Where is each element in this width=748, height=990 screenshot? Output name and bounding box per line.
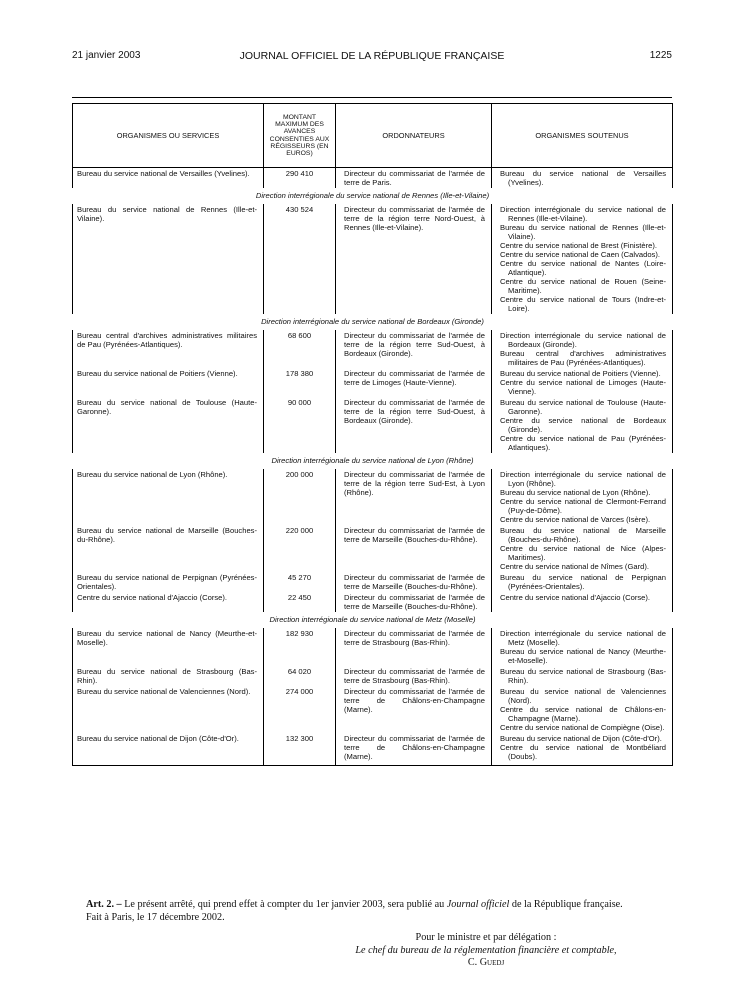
soutenu-item: Direction interrégionale du service national de Metz (Moselle). (500, 629, 666, 647)
soutenu-item: Direction interrégionale du service national de Bordeaux (Gironde). (500, 331, 666, 349)
signature-line-1: Pour le ministre et par délégation : (415, 932, 557, 943)
organisme-cell: Bureau du service national de Perpignan (Pyrénées-Orientales). (73, 572, 264, 592)
ordonnateur-cell: Directeur du commissariat de l'armée de terre de Marseille (Bouches-du-Rhône). (336, 525, 492, 572)
section-heading-row (73, 612, 673, 628)
ordonnateur-cell: Directeur du commissariat de l'armée de terre de Marseille (Bouches-du-Rhône). (336, 572, 492, 592)
soutenus-cell (492, 686, 673, 733)
table-row (73, 733, 673, 766)
ordonnateur-cell: Directeur du commissariat de l'armée de terre de la région terre Nord-Ouest, à Rennes (Ille-et-Vilaine). (336, 204, 492, 314)
soutenus-cell (492, 628, 673, 666)
ordonnateur-cell: Directeur du commissariat de l'armée de terre de la région terre Sud-Ouest, à Bordeaux (Gironde). (336, 330, 492, 368)
soutenu-item: Centre du service national de Montbéliard (Doubs). (500, 743, 666, 761)
soutenu-item: Bureau du service national de Dijon (Côte-d'Or). (500, 734, 662, 743)
organisme-cell: Bureau du service national de Versailles (Yvelines). (73, 168, 264, 189)
ordonnateur-cell: Directeur du commissariat de l'armée de terre de Marseille (Bouches-du-Rhône). (336, 592, 492, 612)
header-journal-title: JOURNAL OFFICIEL DE LA RÉPUBLIQUE FRANÇAISE (239, 50, 505, 62)
header-date: 21 janvier 2003 (72, 50, 141, 61)
table-row (73, 204, 673, 314)
soutenu-item: Bureau du service national de Perpignan (Pyrénées-Orientales). (500, 573, 666, 591)
soutenu-item: Bureau du service national de Nancy (Meurthe-et-Moselle). (500, 647, 666, 665)
header-rule (72, 97, 672, 98)
article-2 (72, 898, 672, 924)
amount-cell: 90 000 (264, 397, 336, 453)
soutenus-cell (492, 397, 673, 453)
soutenus-cell (492, 572, 673, 592)
soutenu-item: Centre du service national de Limoges (Haute-Vienne). (500, 378, 666, 396)
soutenu-item: Bureau du service national de Strasbourg (Bas-Rhin). (500, 667, 666, 685)
table-row (73, 686, 673, 733)
section-title: Direction interrégionale du service national de Metz (Moselle) (269, 615, 476, 624)
table-row (73, 666, 673, 686)
organisme-cell: Bureau du service national de Toulouse (Haute-Garonne). (73, 397, 264, 453)
soutenus-cell (492, 204, 673, 314)
soutenu-item: Centre du service national de Nîmes (Gard). (500, 562, 649, 571)
amount-cell: 64 020 (264, 666, 336, 686)
signature-block (300, 932, 672, 970)
organisme-cell: Bureau du service national de Dijon (Côte-d'Or). (73, 733, 264, 766)
col-header-ordonnateurs: ORDONNATEURS (336, 104, 492, 168)
soutenus-cell (492, 168, 673, 189)
soutenu-item: Bureau du service national de Rennes (Ille-et-Vilaine). (500, 223, 666, 241)
soutenu-item: Centre du service national de Nantes (Loire-Atlantique). (500, 259, 666, 277)
table-row (73, 469, 673, 525)
soutenu-item: Centre du service national de Rouen (Seine-Maritime). (500, 277, 666, 295)
organisme-cell: Bureau du service national de Lyon (Rhône). (73, 469, 264, 525)
organisme-cell: Bureau du service national de Strasbourg (Bas-Rhin). (73, 666, 264, 686)
col-header-montant: MONTANT MAXIMUM DES AVANCES CONSENTIES AUX RÉGISSEURS (EN EUROS) (264, 104, 336, 168)
soutenu-item: Centre du service national de Compiègne (Oise). (500, 723, 665, 732)
amount-cell: 182 930 (264, 628, 336, 666)
soutenus-cell (492, 525, 673, 572)
organisme-cell: Bureau du service national de Rennes (Ille-et-Vilaine). (73, 204, 264, 314)
advances-table (72, 103, 673, 766)
section-title: Direction interrégionale du service national de Lyon (Rhône) (271, 456, 474, 465)
section-heading-row (73, 314, 673, 330)
section-heading-row (73, 188, 673, 204)
section-title: Direction interrégionale du service national de Rennes (Ille-et-Vilaine) (255, 191, 490, 200)
soutenu-item: Centre du service national de Châlons-en-Champagne (Marne). (500, 705, 666, 723)
ordonnateur-cell: Directeur du commissariat de l'armée de terre de Châlons-en-Champagne (Marne). (336, 686, 492, 733)
table-row (73, 525, 673, 572)
soutenu-item: Centre du service national de Nice (Alpes-Maritimes). (500, 544, 666, 562)
soutenu-item: Bureau du service national de Marseille (Bouches-du-Rhône). (500, 526, 666, 544)
page-header (72, 50, 672, 64)
organisme-cell: Bureau du service national de Nancy (Meurthe-et-Moselle). (73, 628, 264, 666)
section-heading-row (73, 453, 673, 469)
col-header-soutenus: ORGANISMES SOUTENUS (492, 104, 673, 168)
table-row (73, 330, 673, 368)
table-row (73, 368, 673, 397)
ordonnateur-cell: Directeur du commissariat de l'armée de terre de la région terre Sud-Est, à Lyon (Rhône). (336, 469, 492, 525)
amount-cell: 132 300 (264, 733, 336, 766)
article-text-before: Le présent arrêté, qui prend effet à compter du 1er janvier 2003, sera publié au (124, 899, 445, 910)
ordonnateur-cell: Directeur du commissariat de l'armée de terre de Limoges (Haute-Vienne). (336, 368, 492, 397)
soutenu-item: Direction interrégionale du service national de Lyon (Rhône). (500, 470, 666, 488)
article-text (72, 898, 672, 911)
soutenu-item: Centre du service national de Varces (Isère). (500, 515, 651, 524)
amount-cell: 430 524 (264, 204, 336, 314)
soutenu-item: Centre du service national de Bordeaux (Gironde). (500, 416, 666, 434)
amount-cell: 178 380 (264, 368, 336, 397)
soutenus-cell (492, 469, 673, 525)
soutenu-item: Centre du service national d'Ajaccio (Corse). (500, 593, 651, 602)
organisme-cell: Centre du service national d'Ajaccio (Corse). (73, 592, 264, 612)
col-header-organismes: ORGANISMES OU SERVICES (73, 104, 264, 168)
signature-name: C. Guedj (467, 957, 505, 968)
amount-cell: 45 270 (264, 572, 336, 592)
ordonnateur-cell: Directeur du commissariat de l'armée de terre de Strasbourg (Bas-Rhin). (336, 628, 492, 666)
signature-line-2: Le chef du bureau de la réglementation financière et comptable, (355, 944, 617, 956)
ordonnateur-cell: Directeur du commissariat de l'armée de terre de Paris. (336, 168, 492, 189)
table-row (73, 397, 673, 453)
table-row (73, 628, 673, 666)
soutenu-item: Bureau central d'archives administratives militaires de Pau (Pyrénées-Atlantiques). (500, 349, 666, 367)
soutenu-item: Centre du service national de Caen (Calvados). (500, 250, 660, 259)
soutenus-cell (492, 733, 673, 766)
table-row (73, 572, 673, 592)
table-header-row (73, 104, 673, 168)
soutenu-item: Bureau du service national de Toulouse (Haute-Garonne). (500, 398, 666, 416)
soutenu-item: Bureau du service national de Poitiers (Vienne). (500, 369, 661, 378)
soutenus-cell (492, 330, 673, 368)
table-row (73, 592, 673, 612)
table-row (73, 168, 673, 189)
organisme-cell: Bureau du service national de Poitiers (Vienne). (73, 368, 264, 397)
table-body (73, 168, 673, 766)
amount-cell: 200 000 (264, 469, 336, 525)
organisme-cell: Bureau central d'archives administratives militaires de Pau (Pyrénées-Atlantiques). (73, 330, 264, 368)
amount-cell: 290 410 (264, 168, 336, 189)
amount-cell: 68 600 (264, 330, 336, 368)
soutenu-item: Bureau du service national de Valenciennes (Nord). (500, 687, 666, 705)
soutenu-item: Centre du service national de Tours (Indre-et-Loire). (500, 295, 666, 313)
amount-cell: 274 000 (264, 686, 336, 733)
organisme-cell: Bureau du service national de Marseille (Bouches-du-Rhône). (73, 525, 264, 572)
soutenus-cell (492, 666, 673, 686)
soutenu-item: Direction interrégionale du service national de Rennes (Ille-et-Vilaine). (500, 205, 666, 223)
ordonnateur-cell: Directeur du commissariat de l'armée de terre de Strasbourg (Bas-Rhin). (336, 666, 492, 686)
ordonnateur-cell: Directeur du commissariat de l'armée de terre de la région terre Sud-Ouest, à Bordeaux (Gironde). (336, 397, 492, 453)
amount-cell: 220 000 (264, 525, 336, 572)
section-title: Direction interrégionale du service national de Bordeaux (Gironde) (261, 317, 484, 326)
soutenu-item: Centre du service national de Brest (Finistère). (500, 241, 658, 250)
soutenus-cell (492, 592, 673, 612)
article-done-at: Fait à Paris, le 17 décembre 2002. (86, 912, 225, 923)
soutenus-cell (492, 368, 673, 397)
soutenu-item: Centre du service national de Pau (Pyrénées-Atlantiques). (500, 434, 666, 452)
soutenu-item: Bureau du service national de Versailles (Yvelines). (500, 169, 666, 187)
ordonnateur-cell: Directeur du commissariat de l'armée de terre de Châlons-en-Champagne (Marne). (336, 733, 492, 766)
organisme-cell: Bureau du service national de Valenciennes (Nord). (73, 686, 264, 733)
header-page-number: 1225 (649, 50, 672, 61)
article-text-after: de la République française. (511, 899, 623, 910)
article-journal-title: Journal officiel (446, 899, 510, 910)
soutenu-item: Bureau du service national de Lyon (Rhône). (500, 488, 651, 497)
article-label: Art. 2. – (86, 899, 122, 910)
soutenu-item: Centre du service national de Clermont-Ferrand (Puy-de-Dôme). (500, 497, 666, 515)
amount-cell: 22 450 (264, 592, 336, 612)
